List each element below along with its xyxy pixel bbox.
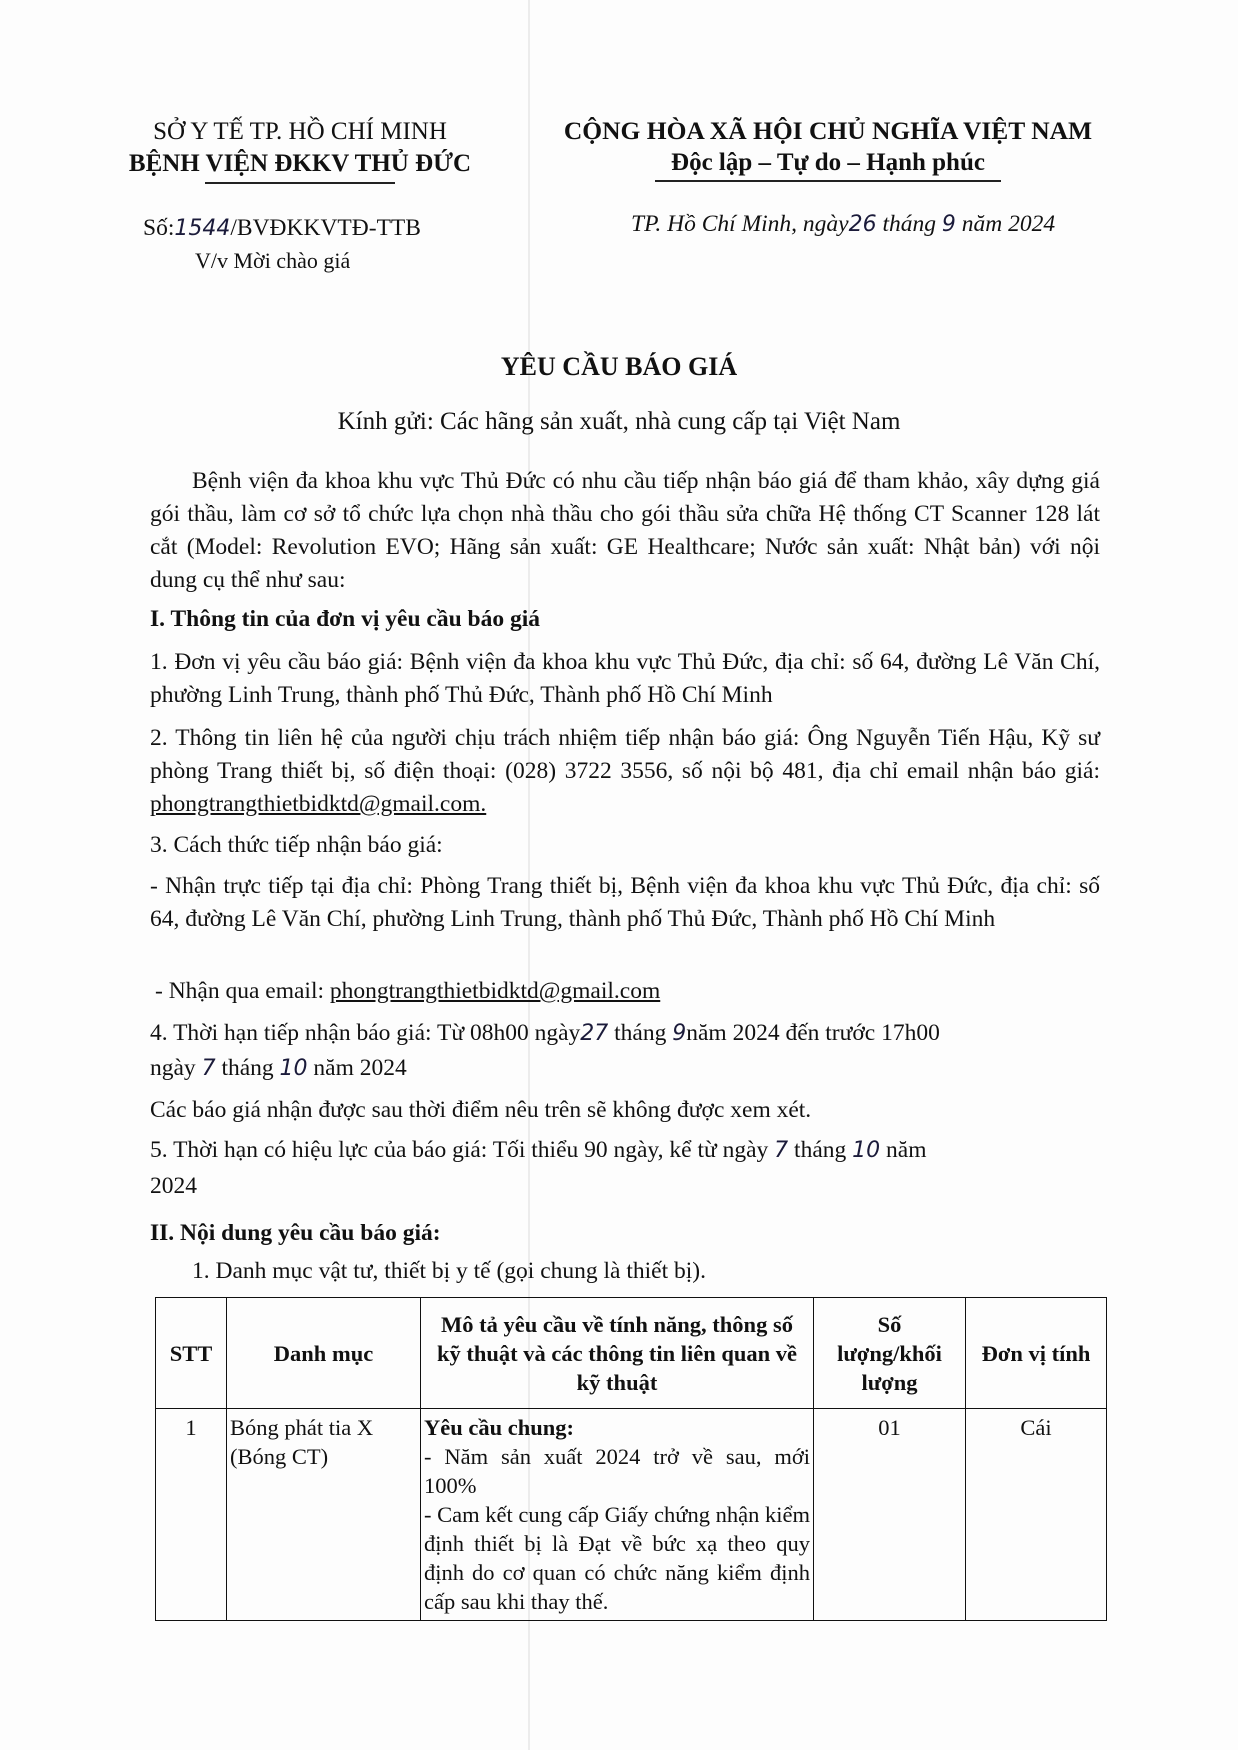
document-number: [143, 215, 421, 242]
page-title: YÊU CẦU BÁO GIÁ: [500, 352, 738, 381]
table-header-row: [156, 1298, 1107, 1409]
section-1-item-4-line2: [150, 1055, 407, 1082]
deadline-day2-handwritten: 7: [201, 1056, 216, 1081]
deadline-text-a: 4. Thời hạn tiếp nhận báo giá: Từ 08h00 ngày: [150, 1020, 581, 1046]
validity-day-handwritten: 7: [774, 1138, 789, 1163]
org-underline: [205, 182, 395, 184]
receive-email-prefix: - Nhận qua email:: [155, 978, 330, 1004]
section-1-heading: I. Thông tin của đơn vị yêu cầu báo giá: [150, 606, 540, 632]
doc-number-handwritten: 1544: [174, 216, 231, 241]
description-block: [421, 1409, 813, 1620]
deadline-text-c: năm 2024 đến trước 17h00: [686, 1020, 940, 1046]
equipment-table: [155, 1297, 1107, 1621]
table-row: [156, 1409, 1107, 1621]
deadline-text-b: tháng: [608, 1020, 673, 1046]
header-item: Danh mục: [227, 1298, 421, 1409]
deadline-text-f: năm 2024: [307, 1055, 407, 1081]
validity-text-a: 5. Thời hạn có hiệu lực của báo giá: Tối thiểu 90 ngày, kể từ ngày: [150, 1137, 775, 1163]
cell-stt: [156, 1409, 227, 1621]
requirement-line-2: - Cam kết cung cấp Giấy chứng nhận kiểm định thiết bị là Đạt về bức xạ theo quy định do cơ quan có chức năng kiểm định cấp sau khi thay thế.: [424, 1502, 810, 1614]
day-handwritten: 26: [848, 212, 877, 237]
header-stt: STT: [156, 1298, 227, 1409]
deadline-day-handwritten: 27: [580, 1021, 609, 1046]
month-label: tháng: [882, 211, 937, 237]
deadline-text-d: ngày: [150, 1055, 202, 1081]
place-date-prefix: TP. Hồ Chí Minh, ngày: [631, 211, 849, 237]
year-label: năm 2024: [961, 211, 1056, 237]
republic-title: CỘNG HÒA XÃ HỘI CHỦ NGHĨA VIỆT NAM: [563, 116, 1093, 145]
section-1-item-5-line2: 2024: [150, 1173, 197, 1199]
section-2-sub-1: 1. Danh mục vật tư, thiết bị y tế (gọi chung là thiết bị).: [192, 1258, 706, 1284]
stt-value: 1: [185, 1415, 197, 1440]
org-name-line2: BỆNH VIỆN ĐKKV THỦ ĐỨC: [128, 150, 472, 177]
deadline-month2-handwritten: 10: [279, 1056, 308, 1081]
section-1-item-4-line1: [150, 1020, 940, 1047]
place-date: [631, 211, 1055, 238]
header-description: Mô tả yêu cầu về tính năng, thông số kỹ thuật và các thông tin liên quan về kỹ thuật: [421, 1298, 814, 1409]
unit-value: Cái: [1020, 1415, 1052, 1440]
month-handwritten: 9: [941, 212, 956, 237]
quantity-value: 01: [878, 1415, 901, 1440]
cell-unit: [966, 1409, 1107, 1621]
section-1-item-1: 1. Đơn vị yêu cầu báo giá: Bệnh viện đa khoa khu vực Thủ Đức, địa chỉ: số 64, đường Lê Văn Chí, phường Linh Trung, thành phố Thủ Đức, Thành phố Hồ Chí Minh: [150, 649, 1100, 708]
cell-item: [227, 1409, 421, 1621]
document-subject: V/v Mời chào giá: [195, 248, 351, 273]
section-1-item-5-line1: [150, 1137, 926, 1164]
validity-text-c: năm: [880, 1137, 927, 1163]
requirement-line-1: - Năm sản xuất 2024 trở về sau, mới 100%: [424, 1444, 810, 1498]
receive-direct-info: - Nhận trực tiếp tại địa chỉ: Phòng Trang thiết bị, Bệnh viện đa khoa khu vực Thủ Đức, địa chỉ: số 64, đường Lê Văn Chí, phường Linh Trung, thành phố Thủ Đức, Thành phố Hồ Chí Minh: [150, 873, 1100, 932]
doc-number-suffix: /BVĐKKVTĐ-TTB: [230, 215, 421, 241]
section-2-heading: II. Nội dung yêu cầu báo giá:: [150, 1220, 441, 1246]
doc-number-prefix: Số:: [143, 215, 175, 241]
recipient-line: Kính gửi: Các hãng sản xuất, nhà cung cấp tại Việt Nam: [337, 408, 901, 435]
receive-email-line: [155, 978, 660, 1005]
receive-email-link[interactable]: phongtrangthietbidktd@gmail.com: [329, 978, 661, 1004]
cell-quantity: [814, 1409, 966, 1621]
contact-email-link[interactable]: phongtrangthietbidktd@gmail.com.: [150, 791, 487, 817]
deadline-text-e: tháng: [215, 1055, 280, 1081]
validity-month-handwritten: 10: [852, 1138, 881, 1163]
header-unit: Đơn vị tính: [966, 1298, 1107, 1409]
motto: Độc lập – Tự do – Hạnh phúc: [671, 149, 985, 176]
intro-paragraph: Bệnh viện đa khoa khu vực Thủ Đức có nhu cầu tiếp nhận báo giá để tham khảo, xây dựng giá gói thầu, làm cơ sở tổ chức lựa chọn nhà thầu cho gói thầu sửa chữa Hệ thống CT Scanner 128 lát cắt (Model: Revolution EVO; Hãng sản xuất: GE Healthcare; Nước sản xuất: Nhật bản) với nội dung cụ thể như sau:: [150, 468, 1100, 593]
requirement-title: Yêu cầu chung:: [424, 1415, 575, 1440]
org-name-line1: SỞ Y TẾ TP. HỒ CHÍ MINH: [153, 118, 447, 145]
cell-description: [421, 1409, 814, 1621]
contact-info-text: 2. Thông tin liên hệ của người chịu trách nhiệm tiếp nhận báo giá: Ông Nguyễn Tiến Hậu, Kỹ sư phòng Trang thiết bị, số điện thoại: (028) 3722 3556, số nội bộ 481, địa chỉ email nhận báo giá:: [150, 725, 1100, 784]
motto-underline: [655, 180, 1001, 182]
deadline-month-handwritten: 9: [672, 1021, 687, 1046]
item-name: Bóng phát tia X (Bóng CT): [230, 1415, 374, 1469]
late-submission-note: Các báo giá nhận được sau thời điểm nêu trên sẽ không được xem xét.: [150, 1097, 812, 1123]
section-1-item-3: 3. Cách thức tiếp nhận báo giá:: [150, 832, 443, 858]
header-quantity: Số lượng/khối lượng: [814, 1298, 966, 1409]
section-1-item-2: [150, 722, 1100, 821]
validity-text-b: tháng: [788, 1137, 853, 1163]
